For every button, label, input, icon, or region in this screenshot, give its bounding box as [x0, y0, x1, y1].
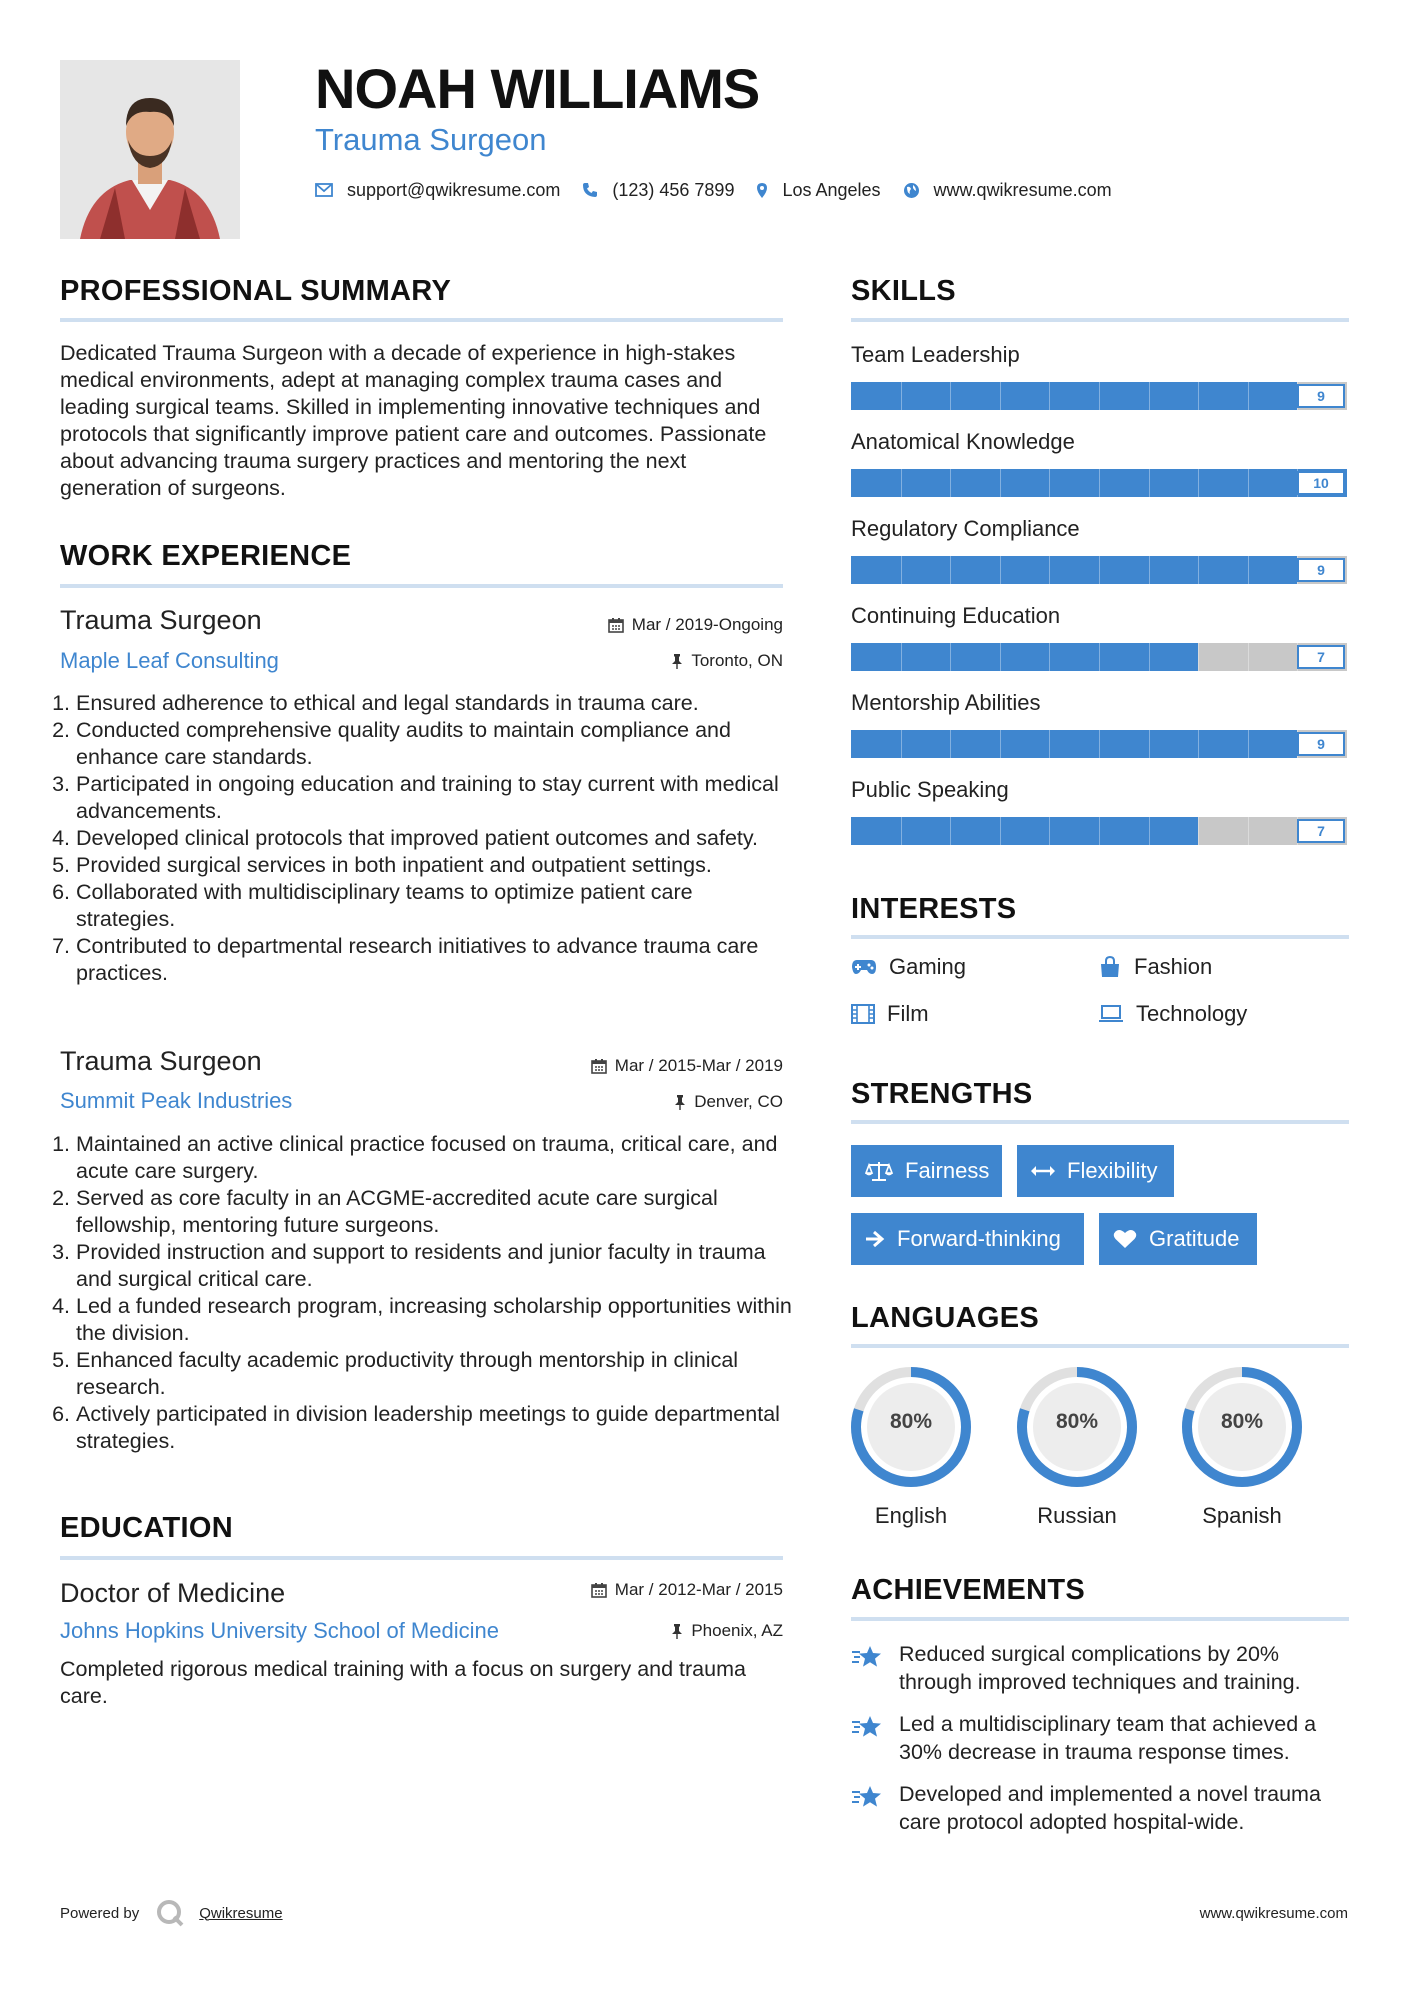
skill-bar-segment — [1049, 382, 1050, 410]
skill-bar-segment — [901, 730, 902, 758]
job-title: Trauma Surgeon — [60, 605, 262, 635]
contact-location-text: Los Angeles — [782, 179, 881, 200]
skill-bar-segment — [1149, 556, 1150, 584]
skill-bar — [851, 556, 1347, 584]
qwikresume-link[interactable]: Qwikresume — [199, 1904, 283, 1922]
skill-bar — [851, 643, 1347, 671]
language-name: Russian — [1037, 1503, 1117, 1528]
job-location-text: Denver, CO — [694, 1092, 783, 1111]
summary-divider — [60, 318, 783, 322]
language-name: English — [874, 1503, 948, 1528]
education-location — [671, 1621, 783, 1641]
candidate-name: NOAH WILLIAMS — [315, 57, 760, 120]
pushpin-icon — [671, 1623, 683, 1639]
list-item: 3. Participated in ongoing education and training to stay current with medical advancements. — [76, 771, 796, 825]
list-item: 4. Led a funded research program, increasing scholarship opportunities within the division. — [76, 1293, 796, 1347]
interest-label: Fashion — [1134, 954, 1213, 979]
skill-label: Continuing Education — [851, 603, 1061, 628]
footer-website[interactable]: www.qwikresume.com — [1199, 1905, 1348, 1922]
skill-bar-segment — [1000, 643, 1001, 671]
interest-gaming — [851, 954, 966, 980]
skill-bar-segment — [901, 643, 902, 671]
language-name: Spanish — [1202, 1503, 1282, 1528]
map-pin-icon — [756, 182, 768, 199]
shooting-star-icon — [851, 1714, 883, 1742]
skill-label: Regulatory Compliance — [851, 516, 1080, 541]
job-date-text: Mar / 2015-Mar / 2019 — [614, 1056, 783, 1075]
skill-label: Anatomical Knowledge — [851, 429, 1075, 454]
summary-heading: PROFESSIONAL SUMMARY — [60, 275, 452, 307]
skill-bar-segment — [1000, 556, 1001, 584]
list-item: 5. Provided surgical services in both inpatient and outpatient settings. — [76, 852, 796, 879]
arrows-horizontal-icon — [1031, 1165, 1055, 1177]
skill-bar-segment — [1049, 817, 1050, 845]
school-name: Johns Hopkins University School of Medicine — [60, 1618, 499, 1643]
pushpin-icon — [671, 653, 683, 669]
job-date-text: Mar / 2019-Ongoing — [631, 615, 783, 634]
shopping-bag-icon — [1098, 956, 1122, 978]
job-location — [671, 651, 783, 671]
strength-badge — [1017, 1145, 1174, 1197]
list-item: 7. Contributed to departmental research initiatives to advance trauma care practices. — [76, 933, 796, 987]
language-percent: 80% — [1220, 1410, 1264, 1433]
skill-bar-segment — [1198, 556, 1199, 584]
language-item — [1015, 1365, 1139, 1528]
skill-bar-segment — [901, 382, 902, 410]
list-item: 1. Ensured adherence to ethical and legal standards in trauma care. — [76, 690, 796, 717]
achievement-text: Reduced surgical complications by 20% through improved techniques and training. — [899, 1642, 1301, 1694]
strength-label: Gratitude — [1149, 1226, 1240, 1251]
skill-bar-segment — [1248, 730, 1249, 758]
experience-heading: WORK EXPERIENCE — [60, 540, 352, 572]
skill-bar-segment — [1000, 382, 1001, 410]
language-percent: 80% — [889, 1410, 933, 1433]
job-duties-list — [58, 1131, 796, 1455]
skill-bar-segment — [1000, 817, 1001, 845]
skill-bar-segment — [1000, 469, 1001, 497]
qwikresume-logo-icon — [155, 1898, 185, 1928]
skill-bar-segment — [1049, 469, 1050, 497]
skill-bar-segment — [950, 730, 951, 758]
skill-bar-segment — [901, 817, 902, 845]
education-heading: EDUCATION — [60, 1512, 233, 1544]
skill-label: Mentorship Abilities — [851, 690, 1041, 715]
list-item: 5. Enhanced faculty academic productivity through mentorship in clinical research. — [76, 1347, 796, 1401]
candidate-role: Trauma Surgeon — [315, 122, 547, 157]
skill-bar — [851, 730, 1347, 758]
skill-bar-segment — [950, 469, 951, 497]
skill-bar-segment — [1149, 469, 1150, 497]
contact-location — [756, 180, 880, 201]
gamepad-icon — [851, 959, 877, 975]
list-item: 4. Developed clinical protocols that improved patient outcomes and safety. — [76, 825, 796, 852]
skill-bar-segment — [1248, 556, 1249, 584]
contact-website-text: www.qwikresume.com — [933, 179, 1112, 200]
contact-website[interactable] — [903, 180, 1112, 201]
skill-score: 7 — [1297, 645, 1345, 669]
achievement-item — [851, 1640, 1351, 1696]
skill-bar-segment — [1248, 817, 1249, 845]
skill-bar-segment — [1248, 643, 1249, 671]
interests-heading: INTERESTS — [851, 893, 1017, 925]
education-location-text: Phoenix, AZ — [691, 1621, 783, 1640]
achievements-heading: ACHIEVEMENTS — [851, 1574, 1086, 1606]
skill-label: Public Speaking — [851, 777, 1009, 802]
shooting-star-icon — [851, 1644, 883, 1672]
skill-bar — [851, 817, 1347, 845]
interest-technology — [1098, 1001, 1247, 1027]
strength-label: Forward-thinking — [897, 1226, 1061, 1251]
calendar-icon — [591, 1582, 607, 1598]
strength-label: Flexibility — [1067, 1158, 1158, 1183]
achievement-item — [851, 1780, 1351, 1836]
job-location — [674, 1092, 783, 1112]
education-divider — [60, 1556, 783, 1560]
list-item: 1. Maintained an active clinical practice focused on trauma, critical care, and acute care surgery. — [76, 1131, 796, 1185]
shooting-star-icon — [851, 1784, 883, 1812]
achievements-divider — [851, 1617, 1349, 1621]
skill-bar-segment — [950, 817, 951, 845]
skill-bar-segment — [1198, 730, 1199, 758]
skill-bar-segment — [1099, 730, 1100, 758]
skill-bar-segment — [1049, 643, 1050, 671]
strengths-divider — [851, 1120, 1349, 1124]
calendar-icon — [608, 617, 624, 633]
laptop-icon — [1098, 1005, 1124, 1023]
interests-divider — [851, 935, 1349, 939]
skill-bar-segment — [1198, 382, 1199, 410]
interest-fashion — [1098, 954, 1212, 980]
skill-bar-fill — [851, 556, 1297, 584]
skill-bar-segment — [1049, 556, 1050, 584]
skill-bar-fill — [851, 730, 1297, 758]
contact-email[interactable] — [315, 180, 560, 201]
education-date-text: Mar / 2012-Mar / 2015 — [614, 1580, 783, 1599]
strengths-heading: STRENGTHS — [851, 1078, 1033, 1110]
strength-badge — [1099, 1213, 1257, 1265]
skill-bar-segment — [1198, 643, 1199, 671]
achievement-item — [851, 1710, 1351, 1766]
skill-bar-segment — [1099, 382, 1100, 410]
contact-phone[interactable] — [582, 180, 734, 201]
powered-by-text: Powered by — [60, 1904, 140, 1922]
skill-bar-segment — [1099, 556, 1100, 584]
envelope-icon — [315, 183, 333, 197]
list-item: 2. Served as core faculty in an ACGME-accredited acute care surgical fellowship, mentoring future surgeons. — [76, 1185, 796, 1239]
contact-phone-text: (123) 456 7899 — [612, 179, 735, 200]
skill-bar-segment — [950, 643, 951, 671]
globe-icon — [903, 182, 920, 199]
skill-score: 9 — [1297, 384, 1345, 408]
skills-heading: SKILLS — [851, 275, 956, 307]
contact-bar — [315, 178, 1134, 202]
skill-bar-fill — [851, 382, 1297, 410]
skill-bar-fill — [851, 817, 1198, 845]
balance-scale-icon — [865, 1160, 893, 1182]
job-title: Trauma Surgeon — [60, 1046, 262, 1076]
skill-bar — [851, 382, 1347, 410]
calendar-icon — [591, 1058, 607, 1074]
degree-title: Doctor of Medicine — [60, 1578, 286, 1608]
list-item: 6. Collaborated with multidisciplinary teams to optimize patient care strategies. — [76, 879, 796, 933]
skill-bar-segment — [901, 469, 902, 497]
skill-bar-segment — [1049, 730, 1050, 758]
skill-bar-fill — [851, 643, 1198, 671]
skill-score: 9 — [1297, 558, 1345, 582]
skill-bar — [851, 469, 1347, 497]
summary-text: Dedicated Trauma Surgeon with a decade of experience in high-stakes medical environments, adept at managing complex trauma cases and leading surgical teams. Skilled in implementing innovative techniques and protocols that significantly improve patient care and outcomes. Passionate about advancing trauma surgery practices and mentoring the next generation of surgeons. — [60, 341, 767, 500]
film-icon — [851, 1004, 875, 1024]
skill-bar-segment — [1099, 469, 1100, 497]
language-item — [849, 1365, 973, 1528]
profile-photo-image — [60, 60, 240, 239]
job-duties-list — [58, 690, 796, 987]
job-location-text: Toronto, ON — [691, 651, 783, 670]
education-date — [591, 1580, 783, 1600]
list-item: 6. Actively participated in division leadership meetings to guide departmental strategies. — [76, 1401, 796, 1455]
list-item: 3. Provided instruction and support to residents and junior faculty in trauma and surgical critical care. — [76, 1239, 796, 1293]
interest-label: Gaming — [889, 954, 967, 979]
experience-divider — [60, 584, 783, 588]
language-item — [1180, 1365, 1304, 1528]
education-description: Completed rigorous medical training with a focus on surgery and trauma care. — [60, 1657, 746, 1708]
skill-score: 10 — [1297, 471, 1345, 495]
skill-bar-segment — [1198, 469, 1199, 497]
heart-icon — [1113, 1229, 1137, 1249]
skills-divider — [851, 318, 1349, 322]
skill-bar-segment — [1149, 382, 1150, 410]
contact-email-text: support@qwikresume.com — [347, 179, 561, 200]
skill-score: 9 — [1297, 732, 1345, 756]
skill-score: 7 — [1297, 819, 1345, 843]
skill-bar-segment — [1198, 817, 1199, 845]
achievement-text: Developed and implemented a novel trauma care protocol adopted hospital-wide. — [899, 1782, 1321, 1834]
language-percent: 80% — [1055, 1410, 1099, 1433]
job-company: Maple Leaf Consulting — [60, 648, 279, 673]
skill-bar-segment — [1099, 643, 1100, 671]
footer-powered-by — [60, 1898, 283, 1928]
skill-bar-segment — [1149, 730, 1150, 758]
arrow-right-icon — [865, 1230, 885, 1248]
languages-divider — [851, 1344, 1349, 1348]
achievement-text: Led a multidisciplinary team that achieved a 30% decrease in trauma response times. — [899, 1712, 1317, 1764]
interest-label: Technology — [1136, 1001, 1248, 1026]
list-item: 2. Conducted comprehensive quality audits to maintain compliance and enhance care standards. — [76, 717, 796, 771]
strength-label: Fairness — [905, 1158, 990, 1183]
interest-film — [851, 1001, 929, 1027]
skill-bar-segment — [1149, 817, 1150, 845]
skill-bar-segment — [1248, 469, 1249, 497]
skill-bar-segment — [1149, 643, 1150, 671]
skill-bar-segment — [1248, 382, 1249, 410]
languages-heading: LANGUAGES — [851, 1302, 1039, 1334]
skill-bar-segment — [901, 556, 902, 584]
job-date — [608, 615, 783, 635]
profile-photo — [60, 60, 240, 239]
strength-badge — [851, 1145, 1002, 1197]
skill-label: Team Leadership — [851, 342, 1020, 367]
skill-bar-segment — [1000, 730, 1001, 758]
skill-bar-segment — [950, 382, 951, 410]
skill-bar-segment — [950, 556, 951, 584]
pushpin-icon — [674, 1094, 686, 1110]
job-date — [591, 1056, 783, 1076]
strength-badge — [851, 1213, 1084, 1265]
job-company: Summit Peak Industries — [60, 1088, 293, 1113]
phone-icon — [582, 182, 598, 198]
interest-label: Film — [887, 1001, 929, 1026]
skill-bar-segment — [1099, 817, 1100, 845]
